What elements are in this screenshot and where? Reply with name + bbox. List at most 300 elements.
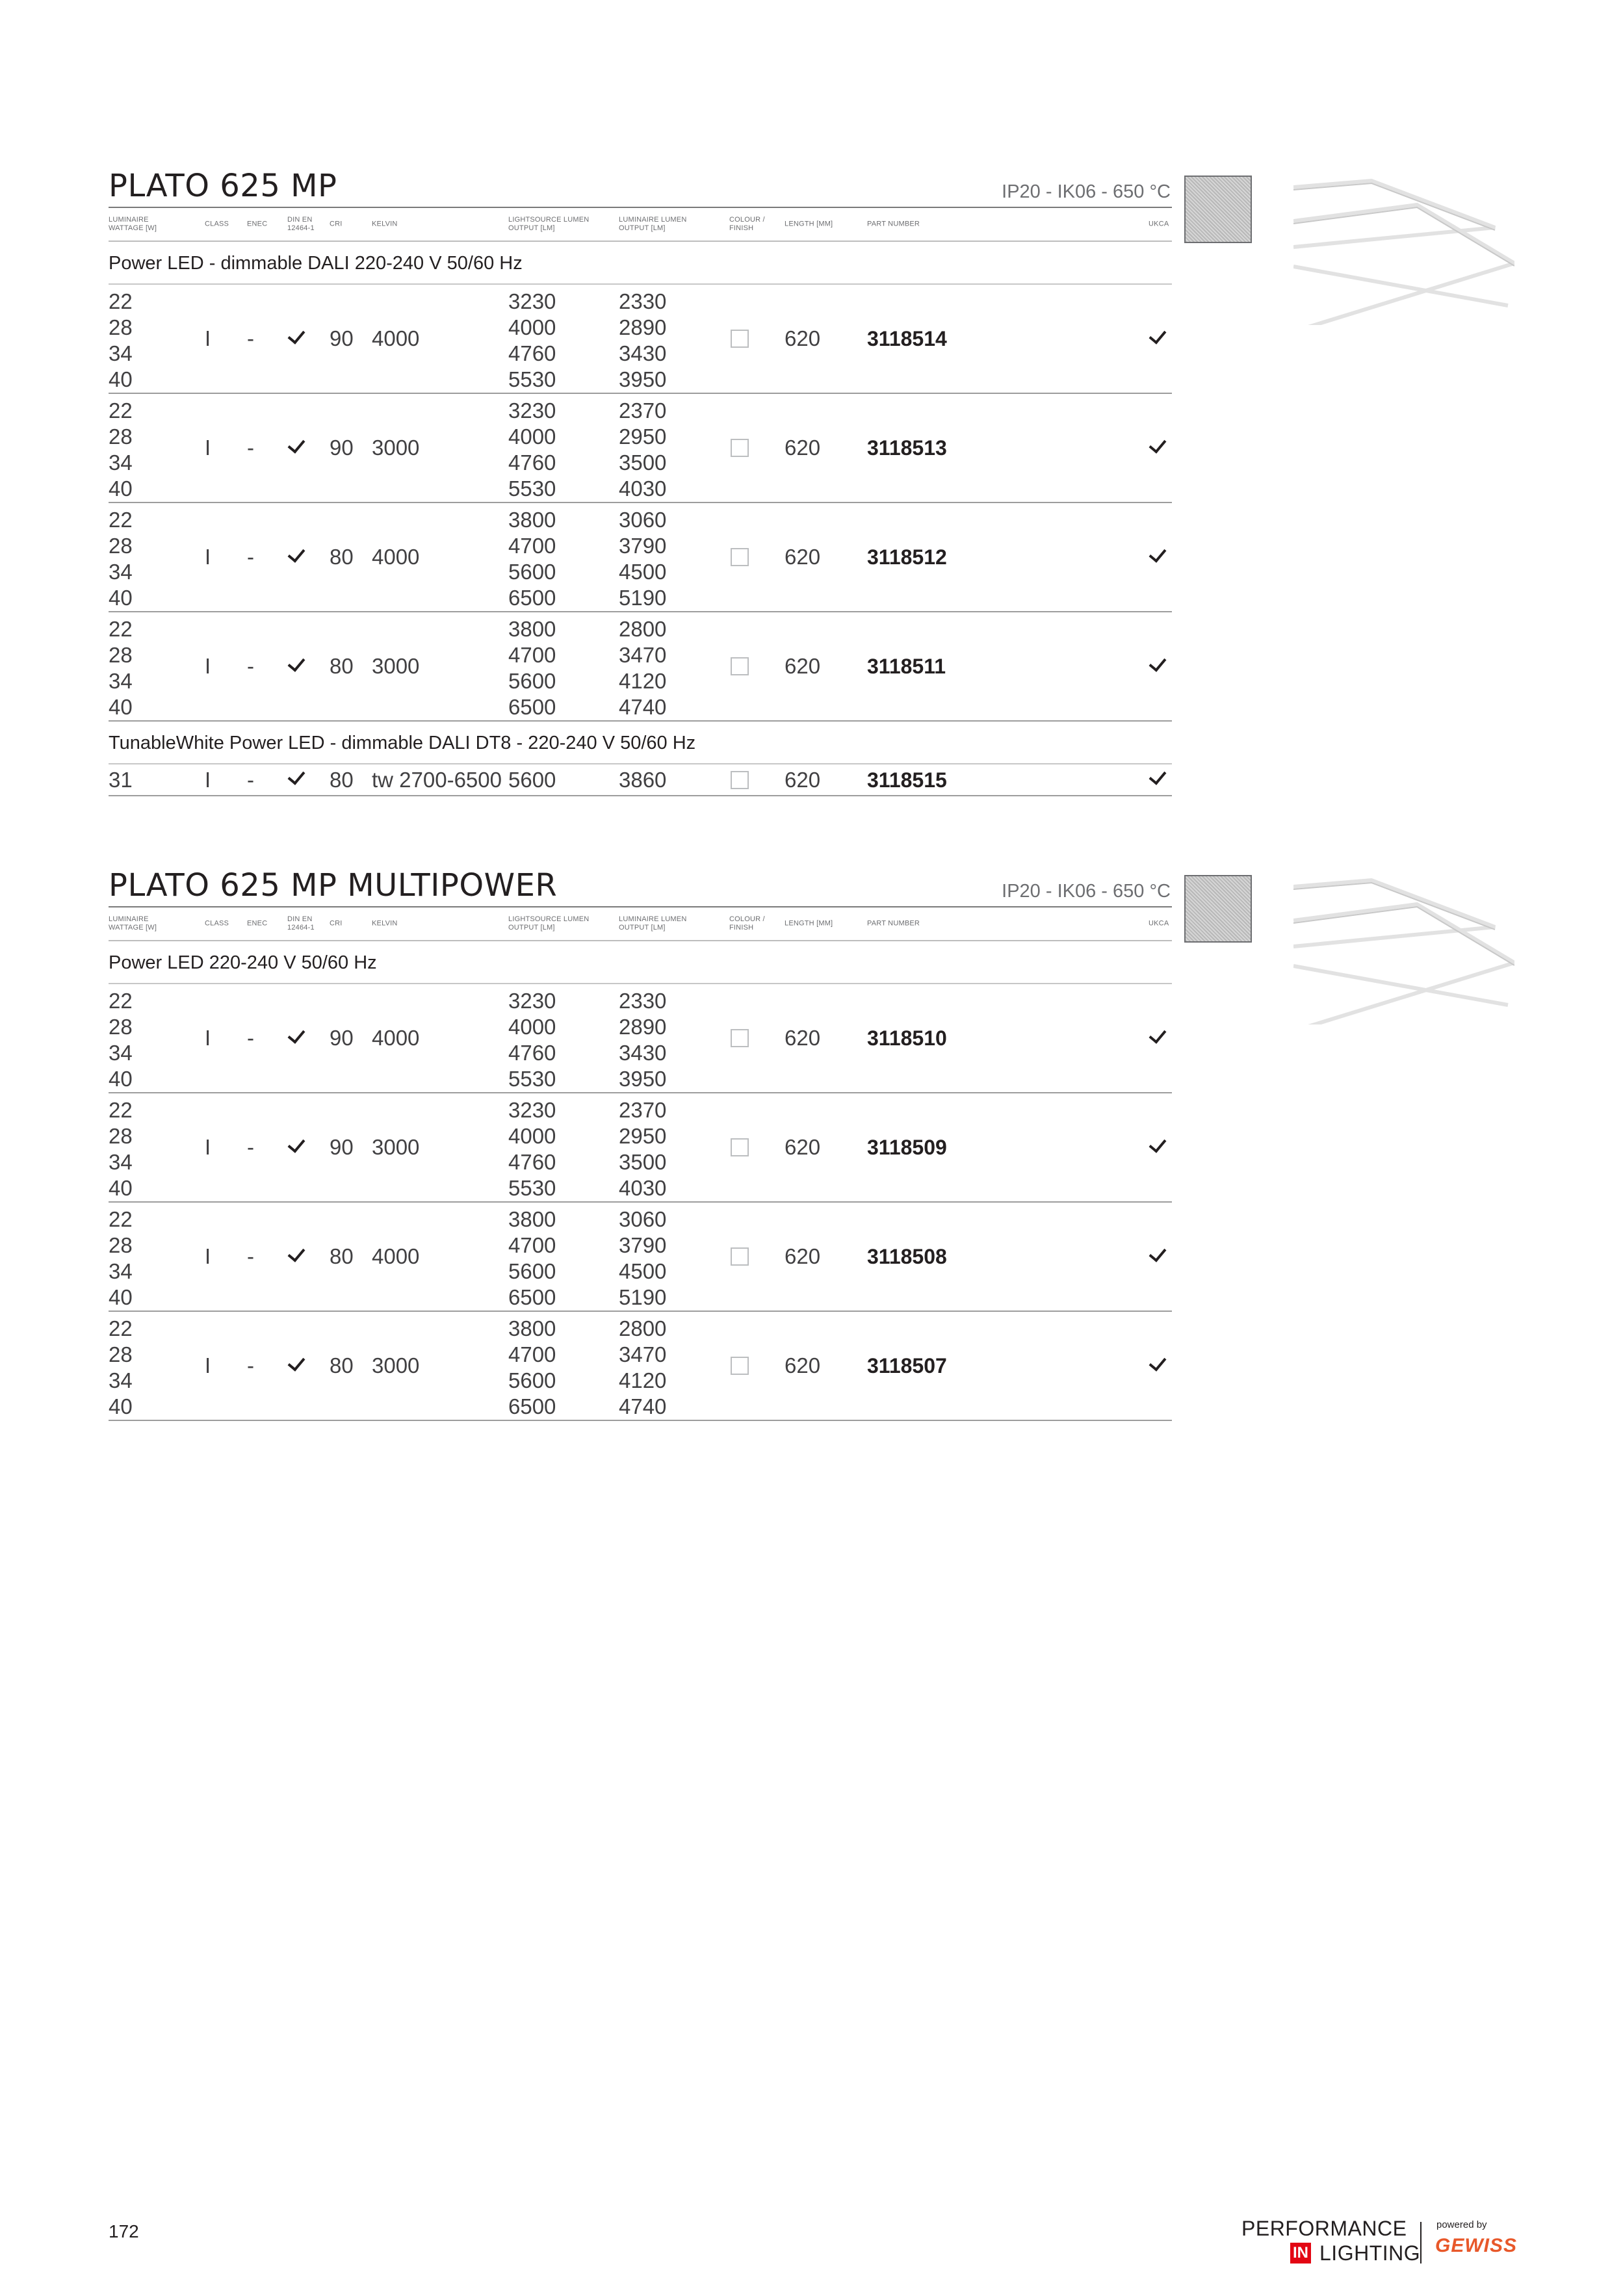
header-luminaire-lumen (619, 216, 686, 233)
din-en-check (286, 1355, 307, 1373)
ukca-check (1147, 1355, 1168, 1373)
page-number: 172 (109, 2221, 139, 2241)
header-wattage (109, 915, 157, 932)
product-section-plato-625-mp-multipower (109, 867, 1172, 1421)
wattage-value: 34 (109, 450, 133, 475)
product-section-plato-625-mp (109, 170, 1172, 796)
enec: - (247, 1135, 254, 1159)
checkmark-icon (1149, 1134, 1167, 1153)
enec: - (247, 545, 254, 569)
part-number: 3118514 (867, 327, 947, 350)
wattage (109, 1207, 133, 1311)
header-colour-finish-line: FINISH (729, 924, 754, 932)
table-row (109, 1312, 1172, 1421)
header-colour-finish-line: COLOUR / (729, 915, 765, 923)
length: 620 (785, 1026, 821, 1050)
wattage (109, 289, 133, 393)
header-luminaire-lumen-line: LUMINAIRE LUMEN (619, 216, 687, 224)
length: 620 (785, 767, 821, 792)
cri: 80 (330, 767, 354, 792)
class: I (205, 767, 211, 792)
wattage-value: 22 (109, 1316, 133, 1340)
header-lightsource-lumen (508, 915, 589, 932)
header-din-en-line: DIN EN (287, 216, 313, 224)
cri: 90 (330, 326, 354, 350)
lightsource-lumen-value: 4000 (508, 424, 556, 449)
table-row (109, 984, 1172, 1093)
luminaire-lumen-value: 3430 (619, 1041, 667, 1065)
lightsource-lumen-value: 5600 (508, 1368, 556, 1392)
checkmark-icon (288, 1353, 305, 1371)
header-ukca (1149, 920, 1169, 928)
length: 620 (785, 1135, 821, 1159)
checkmark-icon (288, 435, 305, 453)
finish-swatch-thumbnail (1184, 875, 1252, 943)
header-cri (330, 920, 343, 928)
luminaire-image (1293, 176, 1514, 325)
wattage-value: 40 (109, 1176, 133, 1200)
luminaire-lumen-value: 3950 (619, 1067, 667, 1091)
group-title: Power LED 220-240 V 50/60 Hz (109, 941, 1172, 984)
colour-finish-swatch (731, 1029, 749, 1047)
checkmark-icon (1149, 1025, 1167, 1043)
lightsource-lumen-value: 3230 (508, 289, 556, 313)
enec: - (247, 767, 254, 792)
wattage-value: 34 (109, 1041, 133, 1065)
header-wattage-line: LUMINAIRE (109, 915, 149, 923)
header-enec (247, 220, 267, 229)
colour-finish-swatch (731, 657, 749, 675)
checkmark-icon (288, 544, 305, 562)
cri: 80 (330, 545, 354, 569)
wattage-value: 28 (109, 1124, 133, 1148)
header-lightsource-lumen-line: LIGHTSOURCE LUMEN (508, 915, 590, 923)
wattage-value: 34 (109, 669, 133, 693)
wattage-value: 28 (109, 424, 133, 449)
lightsource-lumen-value: 4760 (508, 450, 556, 475)
checkmark-icon (288, 1025, 305, 1043)
lightsource-lumen-value: 4000 (508, 315, 556, 339)
brand-lighting: LIGHTING (1319, 2241, 1421, 2265)
wattage-value: 34 (109, 341, 133, 365)
lightsource-lumen-value: 5530 (508, 1176, 556, 1200)
luminaire-lumen-value: 3790 (619, 1233, 667, 1257)
din-en-check (286, 546, 307, 564)
kelvin: 4000 (372, 545, 420, 569)
wattage-value: 28 (109, 534, 133, 558)
lightsource-lumen-value: 4000 (508, 1124, 556, 1148)
kelvin: 4000 (372, 1244, 420, 1268)
part-number: 3118509 (867, 1136, 947, 1159)
lightsource-lumen-value: 3800 (508, 508, 556, 532)
wattage-value: 28 (109, 643, 133, 667)
lightsource-lumen (508, 398, 556, 502)
header-kelvin-line: KELVIN (372, 919, 398, 928)
header-wattage-line: WATTAGE [W] (109, 224, 157, 232)
kelvin: 4000 (372, 1026, 420, 1050)
lightsource-lumen (508, 1097, 556, 1201)
wattage-value: 40 (109, 586, 133, 610)
kelvin: tw 2700-6500 (372, 767, 502, 792)
lightsource-lumen-value: 6500 (508, 695, 556, 719)
header-lightsource-lumen-line: LIGHTSOURCE LUMEN (508, 216, 590, 224)
header-colour-finish-line: FINISH (729, 224, 754, 232)
length: 620 (785, 326, 821, 350)
wattage-value: 34 (109, 1259, 133, 1283)
luminaire-lumen (619, 289, 666, 393)
wattage-value: 22 (109, 989, 133, 1013)
header-ukca-line: UKCA (1149, 220, 1169, 228)
header-length-line: LENGTH [MM] (785, 919, 833, 928)
header-din-en-line: 12464-1 (287, 924, 315, 932)
lightsource-lumen (508, 1316, 556, 1420)
class: I (205, 1353, 211, 1377)
ukca-check (1147, 437, 1168, 455)
luminaire-lumen-value: 2330 (619, 989, 667, 1013)
section-title-row (109, 170, 1172, 207)
wattage-value: 40 (109, 367, 133, 391)
table-header (109, 207, 1172, 242)
ukca-check (1147, 328, 1168, 346)
lightsource-lumen-value: 5530 (508, 367, 556, 391)
luminaire-lumen-value: 2890 (619, 315, 667, 339)
lightsource-lumen-value: 4760 (508, 341, 556, 365)
wattage (109, 767, 133, 793)
header-length (785, 220, 833, 229)
header-lightsource-lumen (508, 216, 589, 233)
class: I (205, 1244, 211, 1268)
din-en-check (286, 1246, 307, 1264)
lightsource-lumen-value: 3230 (508, 989, 556, 1013)
luminaire-lumen (619, 1097, 666, 1201)
wattage-value: 40 (109, 1067, 133, 1091)
length: 620 (785, 1353, 821, 1377)
brand-in-badge: IN (1290, 2243, 1311, 2263)
powered-by-label: powered by (1436, 2219, 1487, 2230)
length: 620 (785, 545, 821, 569)
gewiss-logo: GEWISS (1435, 2235, 1518, 2256)
luminaire-lumen-value: 2950 (619, 1124, 667, 1148)
lightsource-lumen-value: 4700 (508, 643, 556, 667)
wattage-value: 31 (109, 767, 133, 792)
luminaire-lumen-value: 2800 (619, 617, 667, 641)
header-length (785, 920, 833, 928)
header-class (205, 220, 229, 229)
checkmark-icon (1149, 1244, 1167, 1262)
luminaire-lumen (619, 767, 666, 793)
section-title: PLATO 625 MP (109, 168, 337, 204)
wattage-value: 34 (109, 1368, 133, 1392)
header-part-number-line: PART NUMBER (867, 220, 920, 228)
wattage (109, 616, 133, 720)
cri: 80 (330, 1353, 354, 1377)
part-number: 3118515 (867, 768, 947, 792)
cri: 90 (330, 1135, 354, 1159)
wattage-value: 22 (109, 617, 133, 641)
header-din-en (287, 915, 315, 932)
section-title-row (109, 867, 1172, 906)
luminaire-lumen-value: 2890 (619, 1015, 667, 1039)
luminaire-lumen-value: 3950 (619, 367, 667, 391)
luminaire-lumen-value: 2370 (619, 1098, 667, 1122)
header-colour-finish-line: COLOUR / (729, 216, 765, 224)
wattage-value: 28 (109, 1342, 133, 1366)
luminaire-lumen-value: 4500 (619, 1259, 667, 1283)
din-en-check (286, 1027, 307, 1045)
wattage-value: 22 (109, 398, 133, 423)
luminaire-lumen-value: 2800 (619, 1316, 667, 1340)
ukca-check (1147, 1027, 1168, 1045)
class: I (205, 326, 211, 350)
lightsource-lumen-value: 5600 (508, 669, 556, 693)
luminaire-lumen-value: 3060 (619, 1207, 667, 1231)
ukca-check (1147, 546, 1168, 564)
colour-finish-swatch (731, 771, 749, 789)
wattage-value: 28 (109, 315, 133, 339)
table-row (109, 1203, 1172, 1312)
header-din-en-line: DIN EN (287, 915, 313, 923)
class: I (205, 436, 211, 460)
luminaire-lumen-value: 4030 (619, 1176, 667, 1200)
luminaire-lumen-value: 4740 (619, 695, 667, 719)
din-en-check (286, 328, 307, 346)
wattage-value: 40 (109, 1285, 133, 1309)
checkmark-icon (1149, 544, 1167, 562)
lightsource-lumen (508, 1207, 556, 1311)
lightsource-lumen-value: 4760 (508, 1150, 556, 1174)
header-part-number (867, 920, 920, 928)
group-title: Power LED - dimmable DALI 220-240 V 50/60 Hz (109, 242, 1172, 285)
header-kelvin-line: KELVIN (372, 220, 398, 228)
ukca-check (1147, 769, 1168, 787)
colour-finish-swatch (731, 1138, 749, 1156)
brand-logo (1235, 2217, 1527, 2269)
header-part-number (867, 220, 920, 229)
table-row (109, 394, 1172, 503)
luminaire-lumen (619, 988, 666, 1092)
checkmark-icon (288, 326, 305, 344)
lightsource-lumen-value: 4000 (508, 1015, 556, 1039)
wattage-value: 28 (109, 1015, 133, 1039)
header-din-en-line: 12464-1 (287, 224, 315, 232)
luminaire-lumen-value: 3470 (619, 643, 667, 667)
wattage (109, 1316, 133, 1420)
length: 620 (785, 1244, 821, 1268)
header-luminaire-lumen-line: LUMINAIRE LUMEN (619, 915, 687, 923)
class: I (205, 1135, 211, 1159)
wattage (109, 507, 133, 611)
header-enec-line: ENEC (247, 919, 268, 928)
checkmark-icon (1149, 653, 1167, 672)
lightsource-lumen (508, 289, 556, 393)
part-number: 3118507 (867, 1354, 947, 1377)
header-class-line: CLASS (205, 220, 229, 228)
header-luminaire-lumen (619, 915, 686, 932)
wattage (109, 988, 133, 1092)
enec: - (247, 436, 254, 460)
wattage-value: 22 (109, 1098, 133, 1122)
header-enec-line: ENEC (247, 220, 268, 228)
table-header (109, 906, 1172, 941)
wattage-value: 34 (109, 560, 133, 584)
lightsource-lumen-value: 6500 (508, 1394, 556, 1418)
kelvin: 3000 (372, 436, 420, 460)
ukca-check (1147, 655, 1168, 673)
part-number: 3118513 (867, 436, 947, 460)
luminaire-lumen-value: 3060 (619, 508, 667, 532)
finish-swatch-thumbnail (1184, 176, 1252, 243)
lightsource-lumen-value: 5600 (508, 560, 556, 584)
header-ukca-line: UKCA (1149, 919, 1169, 928)
header-din-en (287, 216, 315, 233)
luminaire-lumen (619, 616, 666, 720)
enec: - (247, 654, 254, 678)
header-lightsource-lumen-line: OUTPUT [LM] (508, 924, 555, 932)
lightsource-lumen-value: 4700 (508, 1342, 556, 1366)
lightsource-lumen-value: 5600 (508, 767, 556, 792)
luminaire-lumen-value: 4500 (619, 560, 667, 584)
lightsource-lumen (508, 988, 556, 1092)
luminaire-lumen-value: 3470 (619, 1342, 667, 1366)
checkmark-icon (288, 653, 305, 672)
cri: 90 (330, 436, 354, 460)
luminaire-lumen-value: 4030 (619, 476, 667, 501)
header-luminaire-lumen-line: OUTPUT [LM] (619, 224, 666, 232)
lightsource-lumen-value: 4760 (508, 1041, 556, 1065)
checkmark-icon (288, 767, 305, 785)
protection-ratings: IP20 - IK06 - 650 °C (1002, 181, 1171, 202)
header-wattage-line: LUMINAIRE (109, 216, 149, 224)
length: 620 (785, 436, 821, 460)
ukca-check (1147, 1136, 1168, 1155)
luminaire-lumen-value: 4120 (619, 1368, 667, 1392)
lightsource-lumen-value: 5600 (508, 1259, 556, 1283)
lightsource-lumen-value: 5530 (508, 1067, 556, 1091)
header-length-line: LENGTH [MM] (785, 220, 833, 228)
header-ukca (1149, 220, 1169, 229)
header-colour-finish (729, 216, 765, 233)
table-row (109, 285, 1172, 394)
luminaire-lumen (619, 1316, 666, 1420)
luminaire-lumen-value: 2330 (619, 289, 667, 313)
class: I (205, 545, 211, 569)
wattage-value: 22 (109, 1207, 133, 1231)
header-enec (247, 920, 267, 928)
lightsource-lumen-value: 3230 (508, 398, 556, 423)
class: I (205, 1026, 211, 1050)
header-colour-finish (729, 915, 765, 932)
wattage (109, 398, 133, 502)
kelvin: 3000 (372, 1135, 420, 1159)
luminaire-lumen-value: 3860 (619, 767, 667, 792)
header-wattage (109, 216, 157, 233)
table-row (109, 612, 1172, 722)
checkmark-icon (1149, 767, 1167, 785)
din-en-check (286, 437, 307, 455)
luminaire-lumen-value: 2950 (619, 424, 667, 449)
luminaire-lumen-value: 4120 (619, 669, 667, 693)
lightsource-lumen-value: 3230 (508, 1098, 556, 1122)
wattage-value: 22 (109, 289, 133, 313)
checkmark-icon (1149, 326, 1167, 344)
luminaire-image (1293, 875, 1514, 1024)
luminaire-lumen (619, 398, 666, 502)
checkmark-icon (1149, 1353, 1167, 1371)
colour-finish-swatch (731, 1247, 749, 1266)
protection-ratings: IP20 - IK06 - 650 °C (1002, 881, 1171, 902)
section-title: PLATO 625 MP MULTIPOWER (109, 867, 558, 904)
ukca-check (1147, 1246, 1168, 1264)
part-number: 3118510 (867, 1026, 947, 1050)
luminaire-lumen-value: 3500 (619, 1150, 667, 1174)
kelvin: 3000 (372, 1353, 420, 1377)
lightsource-lumen (508, 767, 556, 793)
wattage-value: 28 (109, 1233, 133, 1257)
lightsource-lumen-value: 4700 (508, 534, 556, 558)
brand-performance: PERFORMANCE (1241, 2217, 1407, 2240)
header-kelvin (372, 220, 398, 229)
header-cri-line: CRI (330, 220, 343, 228)
header-lightsource-lumen-line: OUTPUT [LM] (508, 224, 555, 232)
luminaire-lumen-value: 3500 (619, 450, 667, 475)
wattage (109, 1097, 133, 1201)
cri: 90 (330, 1026, 354, 1050)
table-row (109, 764, 1172, 796)
brand-divider (1420, 2222, 1422, 2263)
header-class-line: CLASS (205, 919, 229, 928)
enec: - (247, 1244, 254, 1268)
din-en-check (286, 655, 307, 673)
enec: - (247, 1353, 254, 1377)
wattage-value: 40 (109, 476, 133, 501)
enec: - (247, 326, 254, 350)
din-en-check (286, 769, 307, 787)
length: 620 (785, 654, 821, 678)
cri: 80 (330, 654, 354, 678)
checkmark-icon (1149, 435, 1167, 453)
lightsource-lumen-value: 3800 (508, 1207, 556, 1231)
header-kelvin (372, 920, 398, 928)
lightsource-lumen-value: 6500 (508, 586, 556, 610)
header-wattage-line: WATTAGE [W] (109, 924, 157, 932)
lightsource-lumen (508, 507, 556, 611)
colour-finish-swatch (731, 439, 749, 457)
luminaire-lumen-value: 5190 (619, 1285, 667, 1309)
kelvin: 4000 (372, 326, 420, 350)
part-number: 3118511 (867, 655, 946, 678)
part-number: 3118512 (867, 545, 947, 569)
din-en-check (286, 1136, 307, 1155)
wattage-value: 40 (109, 695, 133, 719)
colour-finish-swatch (731, 1357, 749, 1375)
luminaire-lumen-value: 3430 (619, 341, 667, 365)
lightsource-lumen (508, 616, 556, 720)
header-part-number-line: PART NUMBER (867, 919, 920, 928)
wattage-value: 34 (109, 1150, 133, 1174)
header-class (205, 920, 229, 928)
enec: - (247, 1026, 254, 1050)
table-row (109, 503, 1172, 612)
lightsource-lumen-value: 3800 (508, 617, 556, 641)
luminaire-lumen-value: 4740 (619, 1394, 667, 1418)
checkmark-icon (288, 1134, 305, 1153)
colour-finish-swatch (731, 548, 749, 566)
lightsource-lumen-value: 6500 (508, 1285, 556, 1309)
luminaire-lumen-value: 5190 (619, 586, 667, 610)
luminaire-lumen-value: 3790 (619, 534, 667, 558)
part-number: 3118508 (867, 1245, 947, 1268)
lightsource-lumen-value: 5530 (508, 476, 556, 501)
